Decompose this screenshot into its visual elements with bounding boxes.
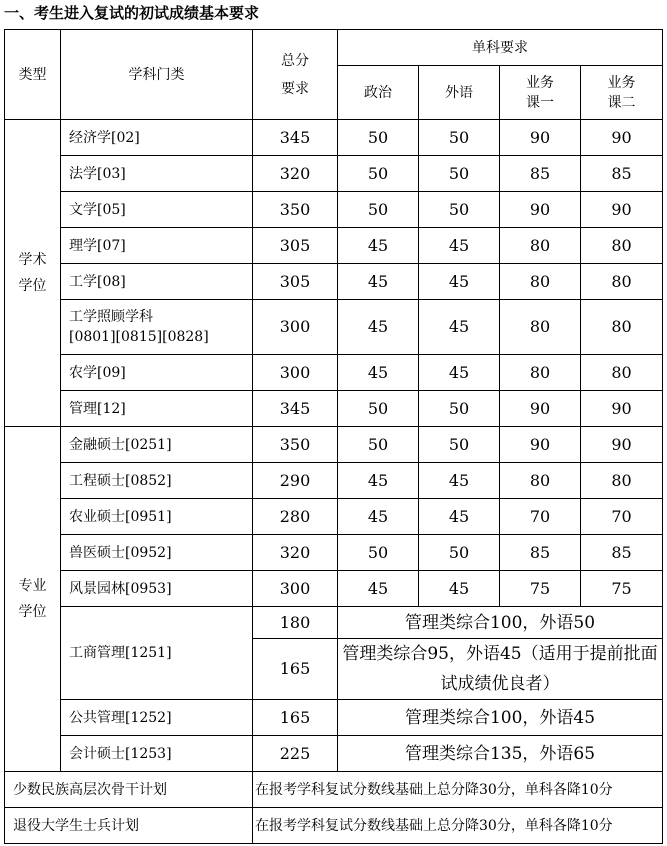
score-c2: 80 [581, 355, 663, 391]
score-p: 50 [338, 535, 419, 571]
table-row [5, 571, 663, 607]
score-p: 50 [338, 391, 419, 427]
score-c2: 70 [581, 499, 663, 535]
plan-rule: 在报考学科复试分数线基础上总分降30分，单科各降10分 [253, 808, 663, 844]
score-p: 45 [338, 355, 419, 391]
score-p: 45 [338, 264, 419, 300]
score-c2: 90 [581, 120, 663, 156]
score-f: 45 [419, 300, 500, 355]
score-total: 345 [253, 391, 338, 427]
score-c2: 75 [581, 571, 663, 607]
header-course1: 业务 课一 [500, 66, 581, 120]
score-f: 50 [419, 535, 500, 571]
score-c2: 80 [581, 264, 663, 300]
score-total: 345 [253, 120, 338, 156]
subject-name: 文学[05] [61, 192, 253, 228]
subject-name: 兽医硕士[0952] [61, 535, 253, 571]
score-p: 45 [338, 300, 419, 355]
subject-name: 会计硕士[1253] [61, 736, 253, 772]
table-row [5, 808, 663, 844]
score-c2: 90 [581, 391, 663, 427]
score-c2: 80 [581, 300, 663, 355]
score-f: 45 [419, 571, 500, 607]
header-course2: 业务 课二 [581, 66, 663, 120]
score-c2: 80 [581, 228, 663, 264]
score-total: 300 [253, 355, 338, 391]
header-politics: 政治 [338, 66, 419, 120]
score-total: 165 [253, 700, 338, 736]
score-f: 45 [419, 463, 500, 499]
score-c1: 90 [500, 391, 581, 427]
score-total: 350 [253, 427, 338, 463]
score-total: 225 [253, 736, 338, 772]
score-total: 165 [253, 639, 338, 700]
score-c1: 80 [500, 228, 581, 264]
header-foreign: 外语 [419, 66, 500, 120]
score-c2: 90 [581, 192, 663, 228]
table-row [5, 772, 663, 808]
score-requirements-table [4, 29, 663, 844]
category-academic: 学术 学位 [5, 120, 61, 427]
table-row [5, 700, 663, 736]
table-row [5, 391, 663, 427]
requirement: 管理类综合100，外语45 [338, 700, 663, 736]
subject-name: 工学照顾学科 [0801][0815][0828] [61, 300, 253, 355]
score-f: 50 [419, 192, 500, 228]
score-p: 45 [338, 228, 419, 264]
score-total: 350 [253, 192, 338, 228]
score-c1: 90 [500, 192, 581, 228]
table-row [5, 535, 663, 571]
subject-name: 农学[09] [61, 355, 253, 391]
score-c1: 90 [500, 120, 581, 156]
score-p: 45 [338, 499, 419, 535]
category-professional: 专业 学位 [5, 427, 61, 772]
subject-name: 风景园林[0953] [61, 571, 253, 607]
score-c2: 85 [581, 535, 663, 571]
table-row [5, 463, 663, 499]
table-row [5, 228, 663, 264]
score-p: 50 [338, 156, 419, 192]
score-total: 180 [253, 607, 338, 639]
score-f: 45 [419, 228, 500, 264]
table-row [5, 499, 663, 535]
score-p: 50 [338, 427, 419, 463]
requirement: 管理类综合135，外语65 [338, 736, 663, 772]
score-total: 300 [253, 300, 338, 355]
table-row [5, 427, 663, 463]
score-c1: 75 [500, 571, 581, 607]
score-f: 50 [419, 391, 500, 427]
table-row [5, 30, 663, 66]
table-row [5, 264, 663, 300]
table-row [5, 736, 663, 772]
score-p: 45 [338, 571, 419, 607]
score-p: 50 [338, 192, 419, 228]
score-c1: 80 [500, 264, 581, 300]
table-row [5, 300, 663, 355]
score-c2: 90 [581, 427, 663, 463]
plan-rule: 在报考学科复试分数线基础上总分降30分，单科各降10分 [253, 772, 663, 808]
score-total: 320 [253, 156, 338, 192]
plan-name: 退役大学生士兵计划 [5, 808, 253, 844]
table-row [5, 355, 663, 391]
subject-name: 管理[12] [61, 391, 253, 427]
subject-name: 工学[08] [61, 264, 253, 300]
subject-name: 金融硕士[0251] [61, 427, 253, 463]
score-f: 45 [419, 264, 500, 300]
score-total: 300 [253, 571, 338, 607]
score-f: 50 [419, 427, 500, 463]
score-c1: 80 [500, 355, 581, 391]
score-f: 50 [419, 120, 500, 156]
score-total: 305 [253, 228, 338, 264]
score-c1: 70 [500, 499, 581, 535]
score-total: 290 [253, 463, 338, 499]
requirement: 管理类综合95，外语45（适用于提前批面试成绩优良者） [338, 639, 663, 700]
requirement: 管理类综合100，外语50 [338, 607, 663, 639]
subject-name: 工商管理[1251] [61, 607, 253, 700]
header-type: 类型 [5, 30, 61, 120]
score-c1: 80 [500, 300, 581, 355]
score-f: 45 [419, 355, 500, 391]
score-c1: 90 [500, 427, 581, 463]
score-c1: 80 [500, 463, 581, 499]
subject-name: 理学[07] [61, 228, 253, 264]
plan-name: 少数民族高层次骨干计划 [5, 772, 253, 808]
score-total: 280 [253, 499, 338, 535]
score-total: 320 [253, 535, 338, 571]
header-total: 总分 要求 [253, 30, 338, 120]
score-f: 50 [419, 156, 500, 192]
table-row [5, 607, 663, 639]
subject-name: 工程硕士[0852] [61, 463, 253, 499]
table-row [5, 156, 663, 192]
score-total: 305 [253, 264, 338, 300]
subject-name: 法学[03] [61, 156, 253, 192]
score-p: 50 [338, 120, 419, 156]
score-c1: 85 [500, 535, 581, 571]
subject-name: 公共管理[1252] [61, 700, 253, 736]
header-subject: 学科门类 [61, 30, 253, 120]
subject-name: 农业硕士[0951] [61, 499, 253, 535]
table-row [5, 192, 663, 228]
score-c1: 85 [500, 156, 581, 192]
subject-name: 经济学[02] [61, 120, 253, 156]
section-title: 一、考生进入复试的初试成绩基本要求 [4, 4, 260, 22]
table-row [5, 120, 663, 156]
score-f: 45 [419, 499, 500, 535]
header-single: 单科要求 [338, 30, 663, 66]
score-c2: 80 [581, 463, 663, 499]
score-p: 45 [338, 463, 419, 499]
score-c2: 85 [581, 156, 663, 192]
